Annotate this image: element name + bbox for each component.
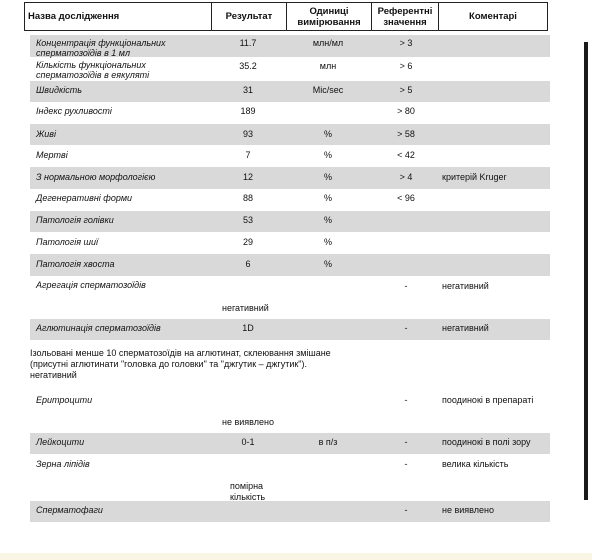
reference-value: -: [404, 437, 408, 447]
result-value: 12: [242, 172, 253, 182]
unit-value: %: [323, 215, 332, 225]
reference-value: -: [404, 281, 408, 291]
reference-value: -: [404, 459, 408, 469]
test-name: Дегенеративні форми: [36, 193, 133, 203]
col-header-result: Результат: [212, 3, 287, 31]
test-name: Зерна ліпідів: [36, 459, 90, 469]
comment-value: не виявлено: [442, 505, 494, 515]
test-name: Лейкоцити: [36, 437, 85, 447]
reference-value: > 80: [397, 106, 415, 116]
test-name: З нормальною морфологією: [36, 172, 156, 182]
reference-value: > 6: [399, 61, 413, 71]
result-value: 6: [245, 259, 251, 269]
unit-value: в п/з: [318, 437, 338, 447]
reference-value: -: [404, 323, 408, 333]
test-name: сперматозоїдів в 1 мл: [36, 48, 131, 58]
test-name: Кількість функціональних: [36, 60, 146, 70]
result-value: 0-1: [241, 437, 255, 447]
comment-value: негативний: [442, 281, 489, 291]
col-header-comments: Коментарі: [439, 3, 548, 31]
reference-value: > 4: [399, 172, 413, 182]
page-bottom-strip: [0, 553, 592, 560]
result-value: 29: [242, 237, 253, 247]
test-name: Патологія шиї: [36, 237, 99, 247]
test-name: Агрегація сперматозоїдів: [36, 280, 146, 290]
result-value: 31: [242, 85, 253, 95]
unit-value: %: [323, 172, 332, 182]
result-value: 189: [240, 106, 256, 116]
result-value: негативний: [222, 303, 269, 313]
note-line: (присутні аглютинати "головка до головки" та "джгутик – джгутик").: [30, 359, 307, 369]
result-value: 7: [245, 150, 251, 160]
test-name: Мертві: [36, 150, 68, 160]
test-name: Концентрація функціональних: [36, 38, 166, 48]
unit-value: млн/мл: [312, 38, 344, 48]
agglutination-note: [30, 348, 390, 381]
comment-value: критерій Kruger: [442, 172, 507, 182]
reference-value: -: [404, 395, 408, 405]
col-header-reference: Референтні значення: [372, 3, 439, 31]
reference-value: -: [404, 505, 408, 515]
test-name: Патологія голівки: [36, 215, 114, 225]
result-value: не виявлено: [222, 417, 274, 427]
result-value: помірна: [230, 481, 264, 491]
unit-value: млн: [319, 61, 337, 71]
comment-value: велика кількість: [442, 459, 509, 469]
header-row: [24, 2, 548, 31]
test-name: Еритроцити: [36, 395, 93, 405]
test-name: Аглютинація сперматозоїдів: [36, 323, 161, 333]
reference-value: > 3: [399, 38, 413, 48]
comment-value: поодинокі в препараті: [442, 395, 534, 405]
col-header-units: Одиниці вимірювання: [287, 3, 372, 31]
result-value: 35.2: [239, 61, 257, 71]
unit-value: %: [323, 150, 332, 160]
reference-value: < 96: [397, 193, 415, 203]
comment-value: негативний: [442, 323, 489, 333]
reference-value: > 5: [399, 85, 413, 95]
test-name: сперматозоїдів в еякуляті: [36, 70, 150, 80]
result-value: 53: [242, 215, 253, 225]
test-name: Патологія хвоста: [36, 259, 115, 269]
result-value: 93: [242, 129, 253, 139]
unit-value: %: [323, 193, 332, 203]
result-value: 11.7: [239, 38, 257, 48]
test-name: Сперматофаги: [36, 505, 103, 515]
note-line: Ізольовані менше 10 сперматозоїдів на аглютинат, склеювання змішане: [30, 348, 331, 358]
comment-value: поодинокі в полі зору: [442, 437, 531, 447]
test-name: Швидкість: [36, 85, 82, 95]
reference-value: < 42: [397, 150, 415, 160]
reference-value: > 58: [397, 129, 415, 139]
test-name: Живі: [36, 129, 56, 139]
col-header-name: Назва дослідження: [25, 3, 212, 31]
result-value: 88: [242, 193, 253, 203]
unit-value: %: [323, 129, 332, 139]
page-edge-bar: [584, 42, 588, 500]
test-name: Індекс рухливості: [36, 106, 112, 116]
unit-value: %: [323, 237, 332, 247]
note-line: негативний: [30, 370, 77, 380]
result-value: кількість: [230, 492, 266, 502]
result-value: 1D: [242, 323, 254, 333]
unit-value: Mic/sec: [312, 85, 344, 95]
unit-value: %: [323, 259, 332, 269]
